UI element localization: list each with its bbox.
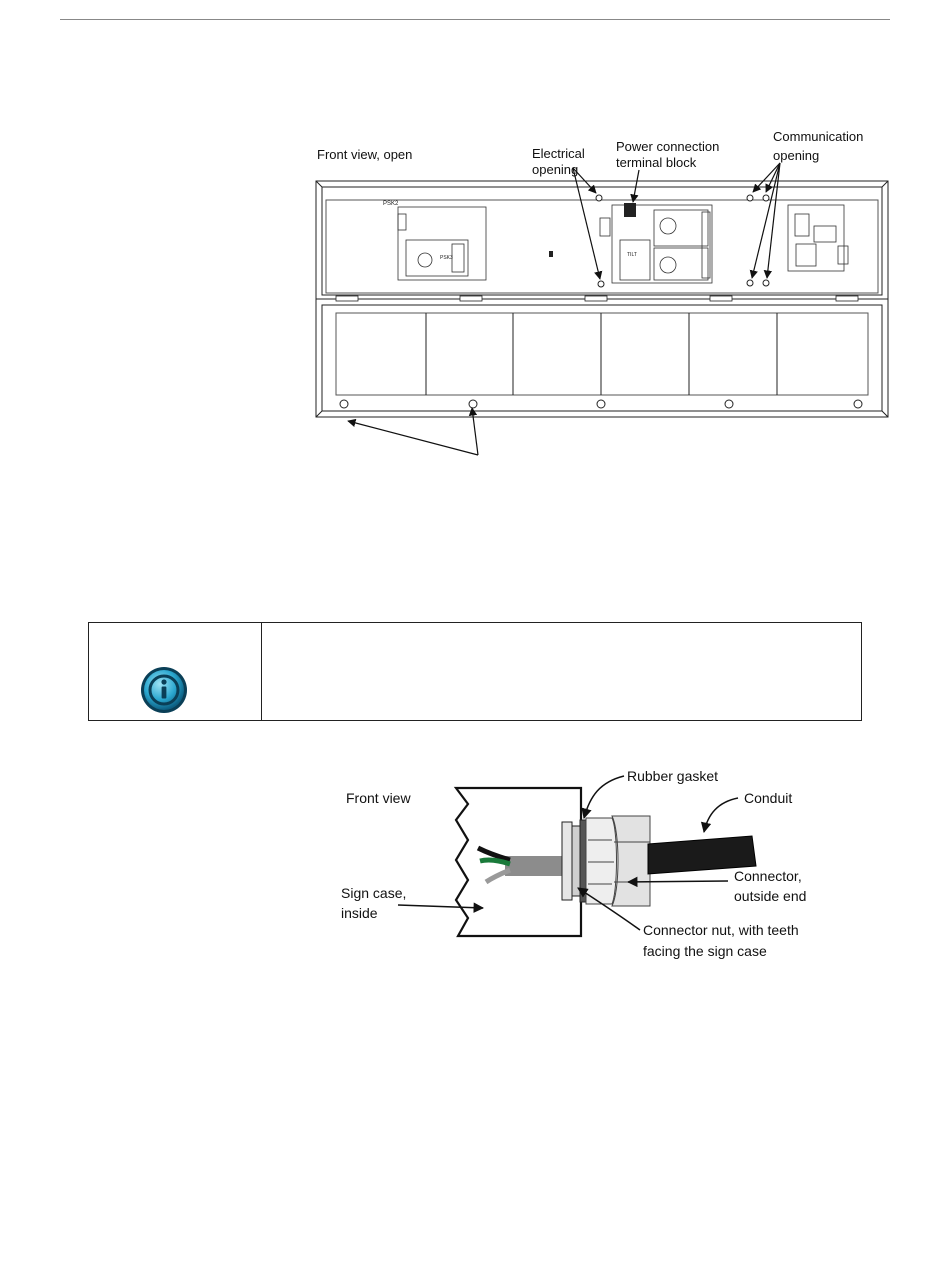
psk2-marking: PSK2	[383, 201, 399, 207]
psk2-board	[398, 207, 486, 280]
rubber-gasket-label: Rubber gasket	[627, 768, 719, 784]
front-view-open-label: Front view, open	[317, 147, 413, 162]
connector-nut-label-2: facing the sign case	[643, 943, 767, 959]
cabinet-lower-half	[316, 299, 888, 417]
tilt-marking: TILT	[627, 252, 637, 258]
sign-case-label-1: Sign case,	[341, 885, 407, 901]
conduit-connector-figure	[0, 740, 950, 980]
power-supply-boards	[600, 205, 712, 283]
controller-board	[788, 205, 848, 271]
psk3-marking: PSK3	[440, 255, 453, 261]
power-connection-label-2: terminal block	[616, 155, 697, 170]
connector-nut-label-1: Connector nut, with teeth	[643, 922, 799, 938]
electrical-opening-label-2: opening	[532, 162, 579, 177]
sign-case-label-2: inside	[341, 905, 378, 921]
small-component	[549, 251, 553, 257]
info-icon	[139, 665, 189, 715]
connector-label-2: outside end	[734, 888, 807, 904]
connector-nut	[562, 822, 580, 900]
connector-label-1: Connector,	[734, 868, 802, 884]
note-icon-cell	[89, 623, 262, 720]
communication-opening-label-2: opening	[773, 148, 820, 163]
communication-opening-label-1: Communication	[773, 129, 864, 144]
front-view-label: Front view	[346, 790, 411, 806]
terminal-block	[624, 203, 636, 217]
sign-cabinet-figure	[0, 0, 950, 470]
electrical-opening-label-1: Electrical	[532, 146, 585, 161]
power-connection-label-1: Power connection	[616, 139, 720, 154]
openings	[596, 195, 769, 287]
gray-cable	[505, 856, 563, 876]
connector-body	[586, 816, 650, 906]
latches	[340, 400, 862, 408]
note-box	[88, 622, 862, 721]
conduit-label: Conduit	[744, 790, 793, 806]
